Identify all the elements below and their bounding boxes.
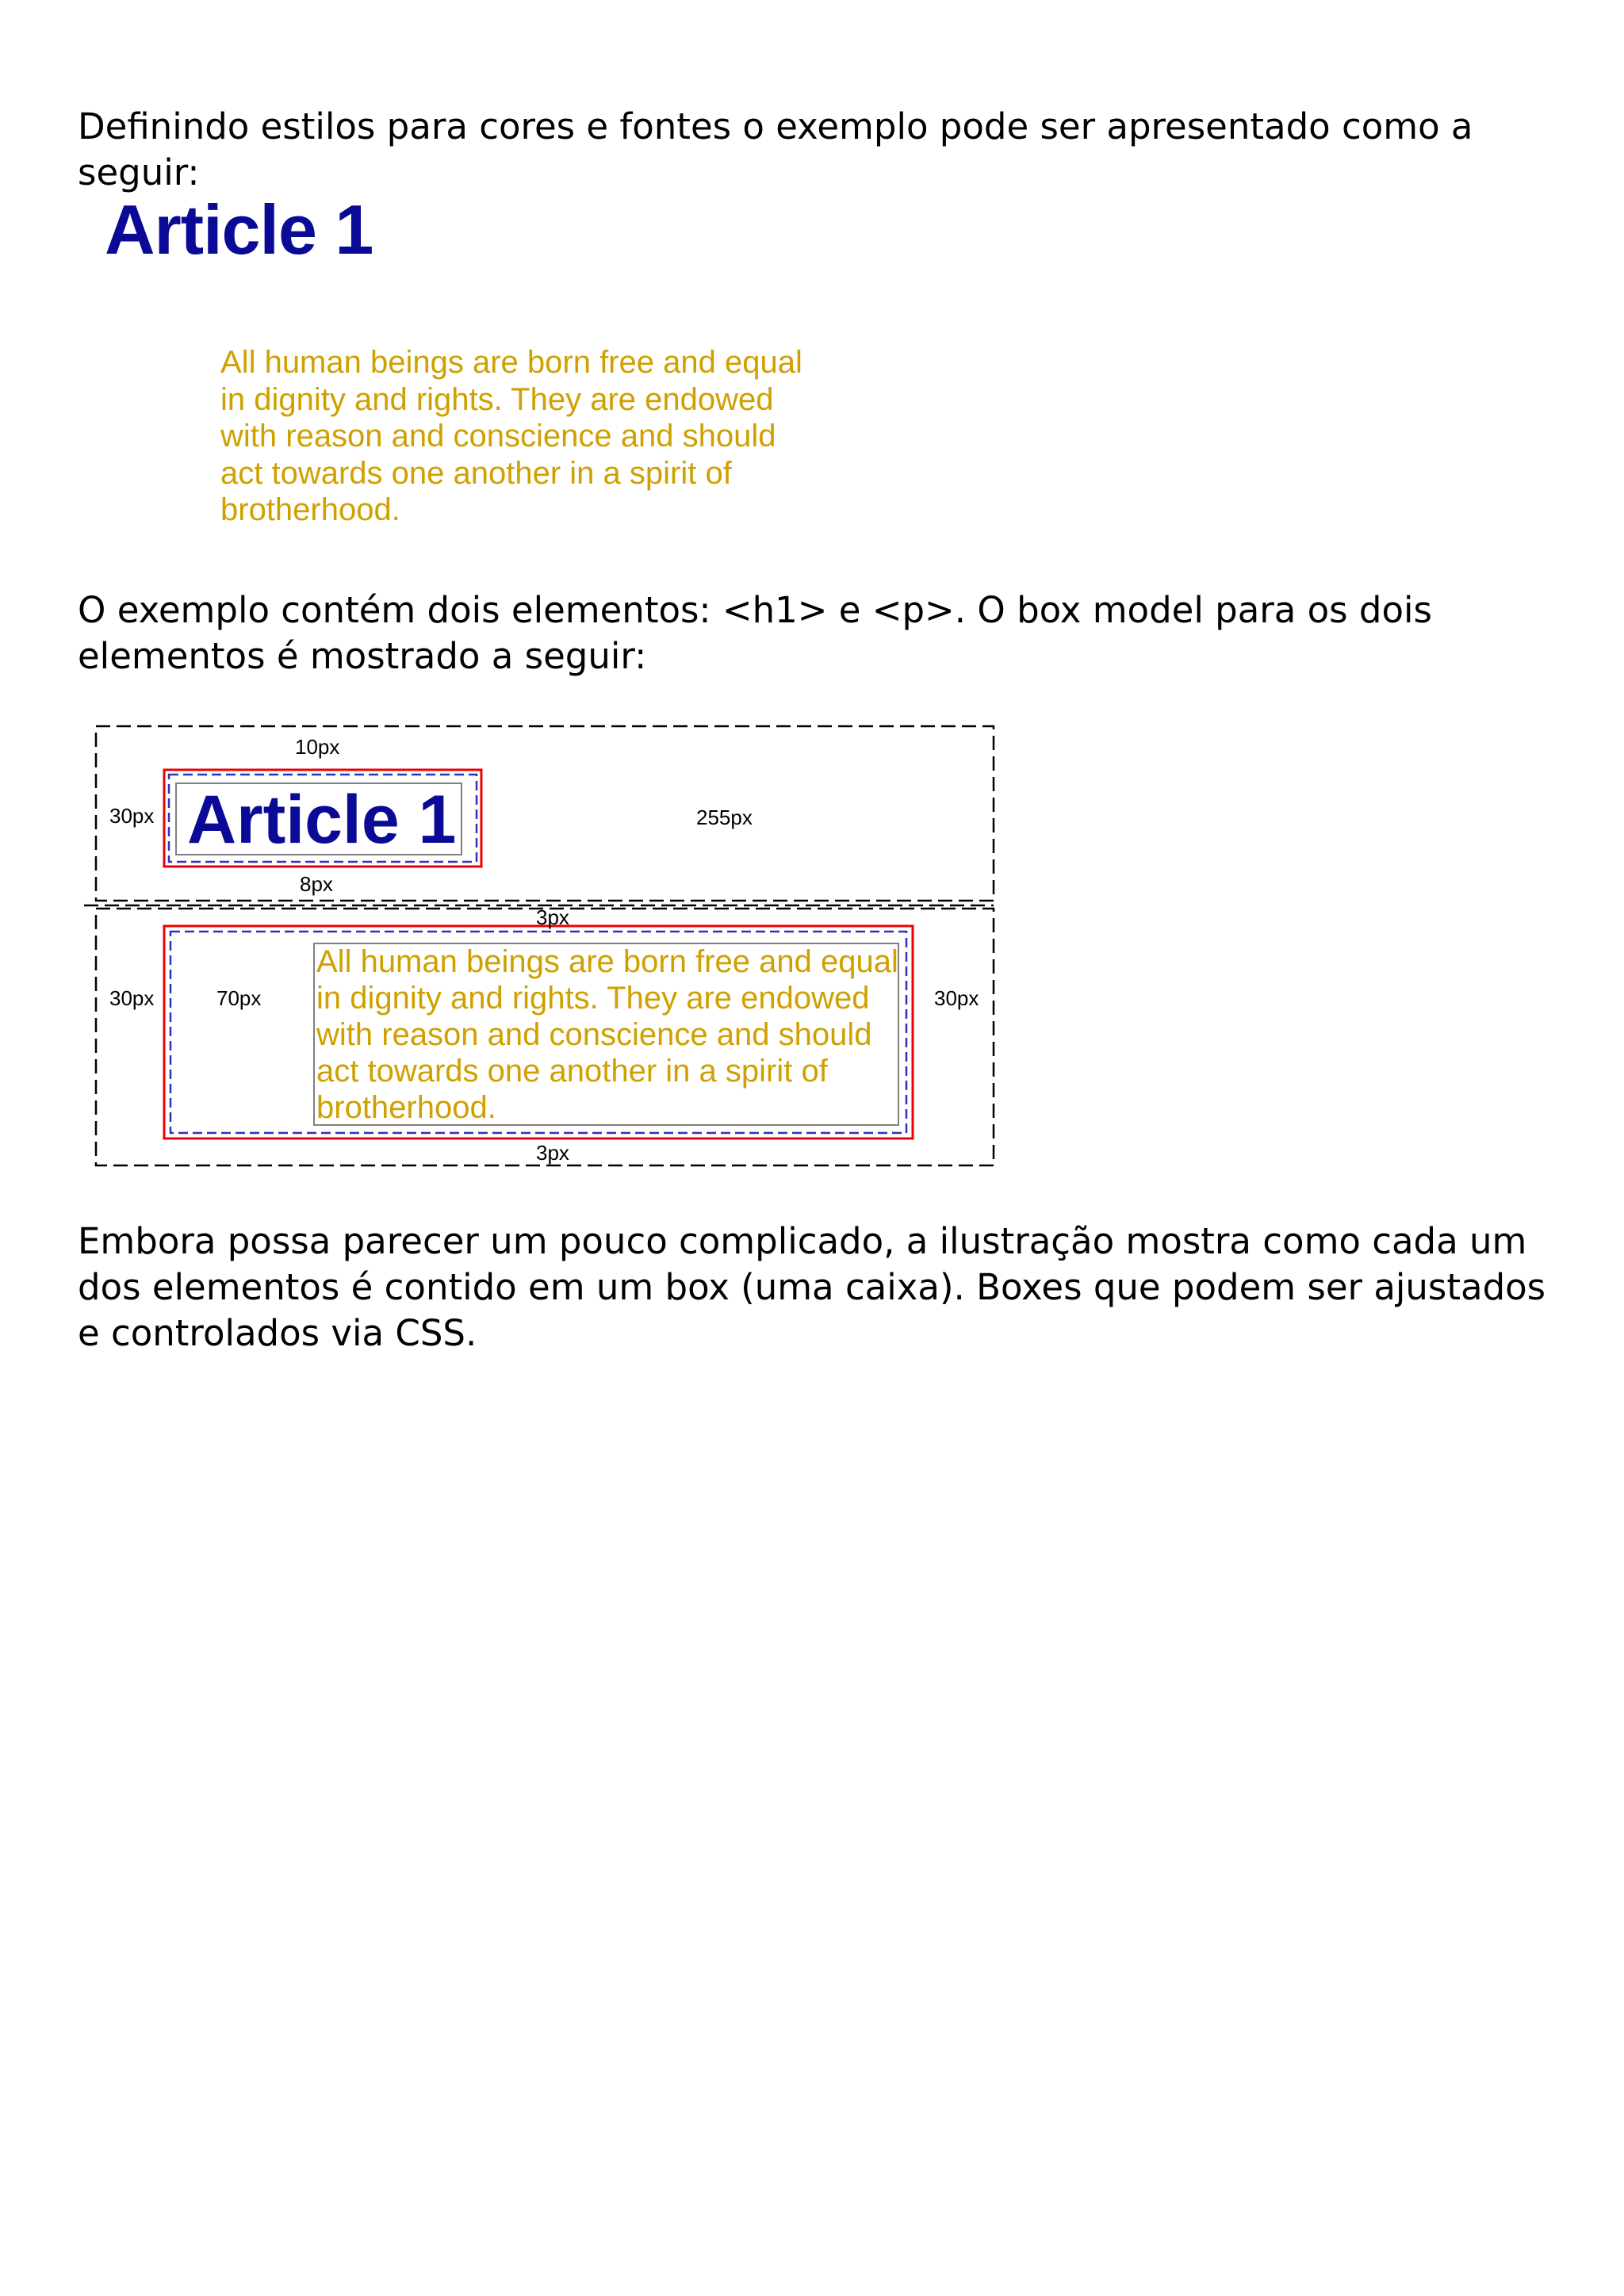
label-p-left-padding: 70px [216,986,262,1010]
example-body-line: brotherhood. [220,492,400,527]
diagram-body-line: with reason and conscience and should [316,1017,872,1052]
middle-paragraph: O exemplo contém dois elementos: <h1> e <p>. O box model para os dois elementos é mostrado a seguir: [78,589,1432,677]
label-p-left-margin: 30px [109,986,155,1010]
example-body-line: with reason and conscience and should [220,419,776,453]
label-h1-right-margin: 255px [696,806,753,829]
label-h1-left-margin: 30px [109,804,155,828]
label-h1-bottom-margin: 8px [300,872,333,896]
diagram-body-line: brotherhood. [316,1090,496,1125]
label-p-top-margin: 3px [536,905,569,929]
diagram-body-line: All human beings are born free and equal [316,944,898,979]
closing-paragraph: Embora possa parecer um pouco complicado, a ilustração mostra como cada um dos elementos é contido em um box (uma caixa). Boxes que podem ser ajustados e controlados via CSS. [78,1220,1546,1354]
example-body-line: act towards one another in a spirit of [220,455,732,491]
intro-paragraph: Definindo estilos para cores e fontes o exemplo pode ser apresentado como a seguir: [78,105,1473,193]
example-body-line: in dignity and rights. They are endowed [220,381,774,417]
diagram-heading: Article 1 [187,782,457,858]
label-p-bottom-margin: 3px [536,1141,569,1165]
example-body-line: All human beings are born free and equal [220,345,802,380]
diagram-body-line: act towards one another in a spirit of [316,1054,828,1089]
label-p-right-margin: 30px [934,986,979,1010]
diagram-body-line: in dignity and rights. They are endowed [316,981,870,1016]
example-heading: Article 1 [105,190,373,269]
label-h1-top-margin: 10px [295,735,340,759]
